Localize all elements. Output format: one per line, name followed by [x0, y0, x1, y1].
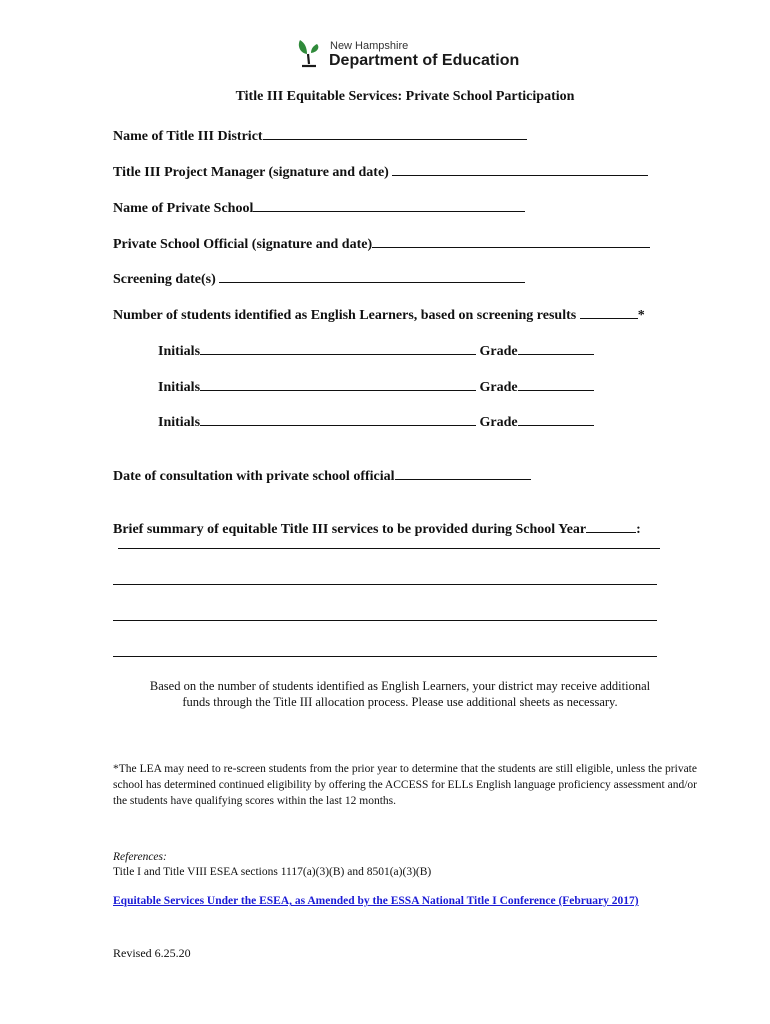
summary-colon: :: [636, 522, 641, 537]
logo-department-name: Department of Education: [329, 52, 520, 69]
summary-field: [113, 518, 641, 538]
page-title: Title III Equitable Services: Private School Participation: [235, 89, 575, 104]
references-text: Title I and Title VIII ESEA sections 1117(a)(3)(B) and 8501(a)(3)(B): [113, 866, 432, 878]
official-input-line[interactable]: [372, 233, 650, 248]
manager-input-line[interactable]: [392, 161, 648, 176]
official-label: Private School Official (signature and date): [113, 237, 373, 252]
logo-state-name: New Hampshire: [330, 40, 409, 52]
official-field: [113, 233, 650, 253]
manager-field: [113, 161, 648, 181]
district-input-line[interactable]: [263, 125, 527, 140]
initials-label: Initials: [158, 380, 201, 395]
revised-date: Revised 6.25.20: [113, 946, 191, 960]
el-count-label: Number of students identified as English Learners, based on screening results: [113, 308, 577, 323]
grade-input-line[interactable]: [518, 340, 594, 355]
equitable-services-link[interactable]: Equitable Services Under the ESEA, as Amended by the ESSA National Title I Conference (February 2017): [113, 895, 639, 907]
private-school-field: [113, 197, 525, 217]
student-row: [158, 376, 594, 396]
district-field: [113, 125, 527, 145]
consultation-label: Date of consultation with private school official: [113, 469, 395, 484]
grade-input-line[interactable]: [518, 411, 594, 426]
initials-label: Initials: [158, 344, 201, 359]
el-count-asterisk: *: [637, 308, 645, 323]
grade-label: Grade: [479, 415, 518, 430]
el-count-input-line[interactable]: [580, 304, 638, 319]
student-row: [158, 411, 594, 431]
summary-line[interactable]: [113, 584, 657, 585]
consultation-field: [113, 465, 531, 485]
footnote: *The LEA may need to re-screen students from the prior year to determine that the students are still eligible, unless the private school has determined continued eligibility by offering the ACCESS for ELLs English language proficiency assessment and/or the students have qualifying scores within the last 12 months.: [113, 763, 697, 807]
student-row: [158, 340, 594, 360]
private-school-input-line[interactable]: [253, 197, 525, 212]
grade-label: Grade: [479, 344, 518, 359]
summary-line[interactable]: [118, 548, 660, 549]
sprout-icon: [296, 38, 322, 72]
initials-input-line[interactable]: [200, 376, 476, 391]
summary-line[interactable]: [113, 656, 657, 657]
initials-input-line[interactable]: [200, 411, 476, 426]
summary-line[interactable]: [113, 620, 657, 621]
consultation-input-line[interactable]: [395, 465, 531, 480]
screening-field: [113, 268, 525, 288]
manager-label: Title III Project Manager (signature and date): [113, 165, 389, 180]
summary-label: Brief summary of equitable Title III services to be provided during School Year: [113, 522, 587, 537]
screening-input-line[interactable]: [219, 268, 525, 283]
allocation-note-line1: Based on the number of students identified as English Learners, your district may receive additional: [149, 679, 651, 693]
references-heading: References:: [113, 851, 167, 863]
screening-label: Screening date(s): [113, 272, 216, 287]
initials-input-line[interactable]: [200, 340, 476, 355]
school-year-input-line[interactable]: [586, 518, 636, 533]
el-count-field: [113, 304, 645, 324]
grade-label: Grade: [479, 380, 518, 395]
initials-label: Initials: [158, 415, 201, 430]
district-label: Name of Title III District: [113, 129, 263, 144]
grade-input-line[interactable]: [518, 376, 594, 391]
allocation-note-line2: funds through the Title III allocation process. Please use additional sheets as necessary.: [182, 695, 618, 709]
private-school-label: Name of Private School: [113, 201, 254, 216]
